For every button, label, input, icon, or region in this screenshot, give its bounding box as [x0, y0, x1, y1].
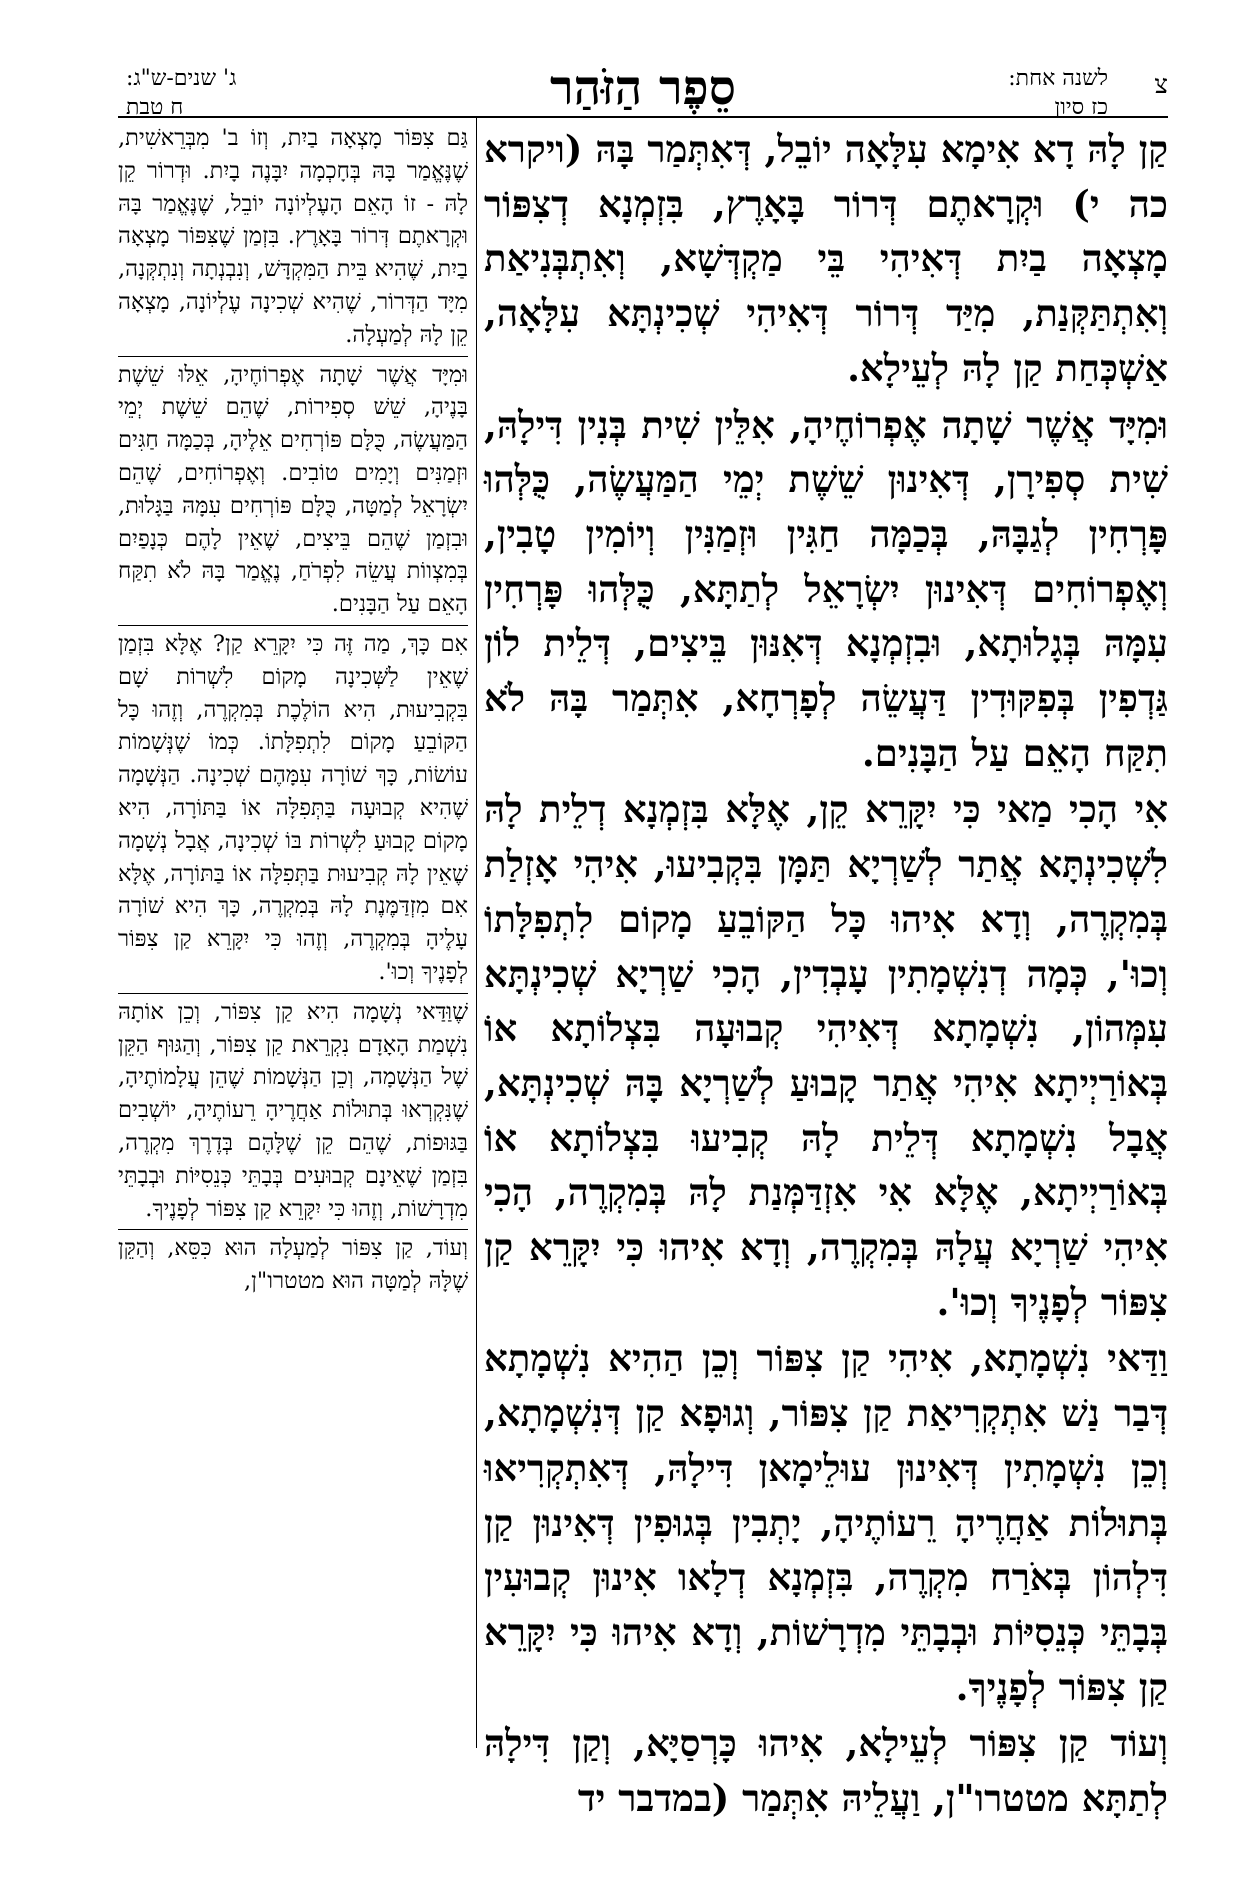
header-right-line2: כז סיון: [1054, 95, 1108, 120]
translation-column: [118, 122, 468, 1742]
header-left-block: [126, 64, 236, 122]
main-paragraph-1: קַן לָהּ דָא אִימָא עִלָּאָה יוֹבֵל, דְּאִתְּמַר בָּהּ (ויקרא כה י) וּקְרָאתֶם דְּרוֹר בָּאָרֶץ, בִּזְמְנָא דְצִפּוֹר מָצְאָה בַיִת דְּאִיהִי בֵּי מַקְדְּשָׁא, וְאִתְבְּנִיאַת וְאִתְתַּקְּנַת, מִיַּד דְּרוֹר דְּאִיהִי שְׁכִינְתָּא עִלָּאָה, אַשְׁכְּחַת קַן לָהּ לְעֵילָא.: [484, 127, 1168, 390]
side-paragraph-3: אִם כָּךְ, מַה זֶּה כִּי יִקָּרֵא קַן? אֶלָּא בִּזְמַן שֶׁאֵין לַשְּׁכִינָה מָקוֹם לִשְׁרוֹת שָׁם בִּקְבִיעוּת, הִיא הוֹלֶכֶת בְּמִקְרֶה, וְזֶהוּ כָּל הַקּוֹבֵעַ מָקוֹם לִתְפִלָּתוֹ. כְּמוֹ שֶׁנְּשָׁמוֹת עוֹשׂוֹת, כָּךְ שׁוֹרָה עִמָּהֶם שְׁכִינָה. הַנְּשָׁמָה שֶׁהִיא קְבוּעָה בַּתְּפִלָּה אוֹ בַּתּוֹרָה, הִיא מָקוֹם קָבוּעַ לִשְׁרוֹת בּוֹ שְׁכִינָה, אֲבָל נְשָׁמָה שֶׁאֵין לָהּ קְבִיעוּת בַּתְּפִלָּה אוֹ בַּתּוֹרָה, אֶלָּא אִם מִזְדַּמֶּנֶת לָהּ בְּמִקְרֶה, כָּךְ הִיא שׁוֹרָה עָלֶיהָ בְּמִקְרֶה, וְזֶהוּ כִּי יִקָּרֵא קַן צִפּוֹר לְפָנֶיךָ וְכוּ'.: [118, 625, 468, 989]
side-paragraph-5: וְעוֹד, קַן צִפּוֹר לְמַעְלָה הוּא כִּסֵּא, וְהַקֵּן שֶׁלָּהּ לְמַטָּה הוּא מטטרו"ן,: [118, 1229, 468, 1298]
header-left-line2: ח טבת: [126, 95, 184, 120]
main-paragraph-3: אִי הָכִי מַאי כִּי יִקָּרֵא קֵן, אֶלָּא בִּזְמְנָא דְלֵית לָהּ לִשְׁכִינְתָּא אֲתַר לְשַׁרְיָא תַּמָּן בִּקְבִיעוּ, אִיהִי אָזְלַת בְּמִקְרֶה, וְדָא אִיהוּ כָּל הַקּוֹבֵעַ מָקוֹם לִתְפִלָּתוֹ וְכוּ', כְּמָה דְנִשְׁמָתִין עָבְדִין, הָכִי שַׁרְיָא שְׁכִינְתָּא עִמְּהוֹן, נִשְׁמָתָא דְּאִיהִי קְבוּעָה בִּצְלוֹתָא אוֹ בְּאוֹרַיְיתָא אִיהִי אֲתַר קָבוּעַ לְשַׁרְיָא בָּהּ שְׁכִינְתָּא, אֲבָל נִשְׁמָתָא דְּלֵית לָהּ קְבִיעוּ בִּצְלוֹתָא אוֹ בְּאוֹרַיְיתָא, אֶלָּא אִי אִזְדַּמְּנַת לָהּ בְּמִקְרֶה, הָכִי אִיהִי שַׁרְיָא עֲלָהּ בְּמִקְרֶה, וְדָא אִיהוּ כִּי יִקָּרֵא קַן צִפּוֹר לְפָנֶיךָ וְכוּ'.: [484, 787, 1168, 1324]
side-paragraph-2: וּמִיָּד אֲשֶׁר שָׁתָה אֶפְרוֹחֶיהָ, אֵלּוּ שֵׁשֶׁת בָּנֶיהָ, שֵׁשׁ סְפִירוֹת, שֶׁהֵם שֵׁשֶׁת יְמֵי הַמַּעֲשֶׂה, כֻּלָּם פּוֹרְחִים אֵלֶיהָ, בְּכַמָּה חַגִּים וּזְמַנִּים וְיָמִים טוֹבִים. וְאֶפְרוֹחִים, שֶׁהֵם יִשְׂרָאֵל לְמַטָּה, כֻּלָּם פּוֹרְחִים עִמָּהּ בַּגָּלוּת, וּבִזְמַן שֶׁהֵם בֵּיצִים, שֶׁאֵין לָהֶם כְּנָפַיִם בְּמִצְווֹת עֲשֵׂה לִפְרֹחַ, נֶאֱמַר בָּהּ לֹא תִקַּח הָאֵם עַל הַבָּנִים.: [118, 356, 468, 621]
page-letter: צ: [1154, 70, 1168, 100]
header-left-line1: ג' שנים-ש"ג:: [126, 66, 237, 91]
header-right-line1: לשנה אחת:: [1008, 66, 1108, 91]
main-paragraph-5: וְעוֹד קַן צִפּוֹר לְעֵילָא, אִיהוּ כָּרְסַיָּא, וְקַן דִּילָהּ לְתַתָּא מטטרו"ן, וַעֲלֵיהּ אִתְּמַר (במדבר יד: [484, 1721, 1168, 1821]
main-paragraph-2: וּמִיָּד אֲשֶׁר שָׁתָה אֶפְרוֹחֶיהָ, אִלֵּין שִׁית בְּנִין דִּילָהּ, שִׁית סְפִירָן, דְּאִינוּן שֵׁשֶׁת יְמֵי הַמַּעֲשֶׂה, כֻּלְּהוּ פָּרְחִין לְגַבָּהּ, בְּכַמָּה חַגִּין וּזְמַנִּין וְיוֹמִין טָבִין, וְאֶפְרוֹחִים דְּאִינוּן יִשְׂרָאֵל לְתַתָּא, כֻּלְּהוּ פָּרְחִין עִמָּהּ בְּגָלוּתָא, וּבִזְמְנָא דְּאִנּוּן בֵּיצִים, דְּלֵית לוֹן גַּדְפִין בְּפִקּוּדִין דַּעֲשֵׂה לְפָרְחָא, אִתְּמַר בָּהּ לֹא תִקַּח הָאֵם עַל הַבָּנִים.: [484, 402, 1168, 775]
column-divider: [476, 118, 477, 1748]
side-paragraph-1: גַּם צִפּוֹר מָצְאָה בַיִת, וְזוֹ ב' מִבְּרֵאשִׁית, שֶׁנֶּאֱמַר בָּהּ בְּחָכְמָה יִבָּנֶה בָיִת. וּדְרוֹר קֵן לָהּ - זוֹ הָאֵם הָעֶלְיוֹנָה יוֹבֵל, שֶׁנֶּאֱמַר בָּהּ וּקְרָאתֶם דְּרוֹר בָּאָרֶץ. בִּזְמַן שֶׁצִּפּוֹר מָצְאָה בַיִת, שֶׁהִיא בֵּית הַמִּקְדָּשׁ, וְנִבְנְתָה וְנִתְקְּנָה, מִיָּד הַדְּרוֹר, שֶׁהִיא שְׁכִינָה עֶלְיוֹנָה, מָצְאָה קֵן לָהּ לְמַעְלָה.: [118, 125, 468, 348]
header-rule: [118, 116, 1168, 118]
main-column: [484, 122, 1168, 1821]
page-title: סֵפֶר הַזֹּהַר: [550, 60, 736, 116]
side-paragraph-4: שֶׁוַּדַּאי נְשָׁמָה הִיא קַן צִפּוֹר, וְכֵן אוֹתָהּ נִשְׁמַת הָאָדָם נִקְרֵאת קַן צִפּוֹר, וְהַגּוּף הַקֵּן שֶׁל הַנְּשָׁמָה, וְכֵן הַנְּשָׁמוֹת שֶׁהֵן עֲלָמוֹתֶיהָ, שֶׁנִּקְרְאוּ בְּתוּלוֹת אַחֲרֶיהָ רֵעוֹתֶיהָ, יוֹשְׁבִים בַּגּוּפוֹת, שֶׁהֵם קֵן שֶׁלָּהֶם בְּדֶרֶךְ מִקְרֶה, בִּזְמַן שֶׁאֵינָם קְבוּעִים בְּבָתֵּי כְּנֵסִיּוֹת וּבְבָתֵּי מִדְרָשׁוֹת, וְזֶהוּ כִּי יִקָּרֵא קַן צִפּוֹר לְפָנֶיךָ.: [118, 993, 468, 1226]
main-paragraph-4: וַדַּאי נִשְׁמָתָא, אִיהִי קַן צִפּוֹר וְכֵן הַהִיא נִשְׁמָתָא דְּבַר נַשׁ אִתְקְרִיאַת קַן צִפּוֹר, וְגוּפָא קַן דְּנִשְׁמָתָא, וְכֵן נִשְׁמָתִין דְּאִינוּן עוּלֵימָאן דִּילָהּ, דְּאִתְקְרִיאוּ בְּתוּלוֹת אַחֲרֶיהָ רֵעוֹתֶיהָ, יָתְבִין בְּגוּפִין דְּאִינוּן קַן דִּלְהוֹן בְּאֹרַח מִקְרֶה, בִּזְמְנָא דְלָאו אִינוּן קְבוּעִין בְּבָתֵּי כְּנֵסִיּוֹת וּבְבָתֵּי מִדְרָשׁוֹת, וְדָא אִיהוּ כִּי יִקָּרֵא קַן צִפּוֹר לְפָנֶיךָ.: [484, 1336, 1168, 1709]
